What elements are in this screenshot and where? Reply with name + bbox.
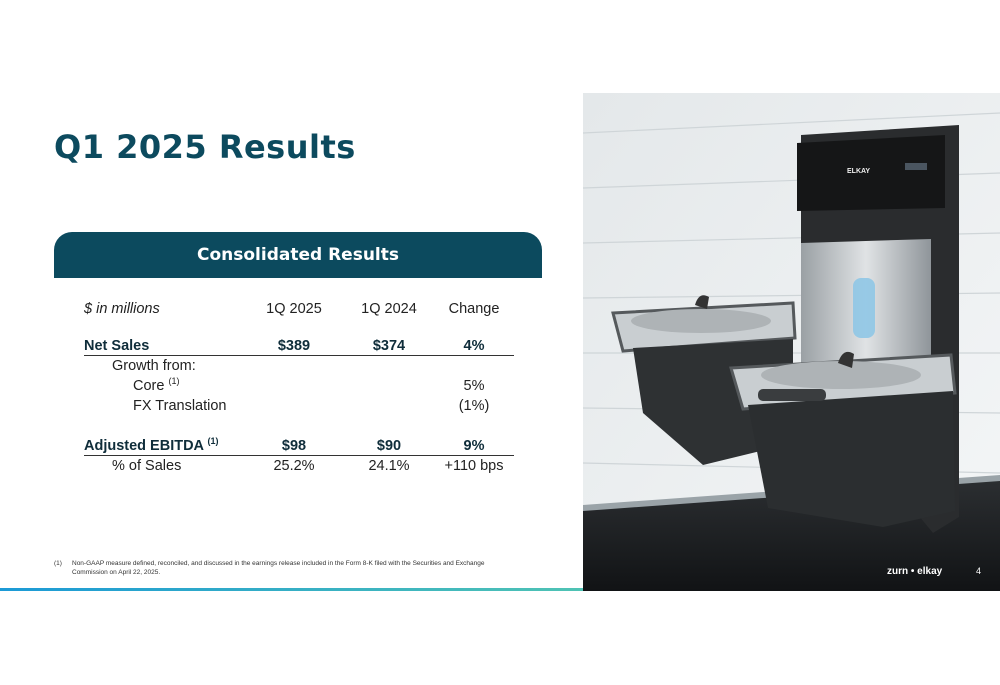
table-row-core (84, 376, 514, 396)
page-number: 4 (976, 566, 982, 576)
column-header-units: $ in millions (84, 301, 160, 317)
row-label: % of Sales (112, 458, 182, 474)
cell-1q2025: 25.2% (273, 458, 315, 474)
cell-1q2025: $389 (277, 338, 311, 354)
accent-bar (0, 588, 583, 591)
cell-change: (1%) (458, 398, 490, 414)
cell-change: 4% (463, 338, 485, 354)
row-label-wrap (84, 436, 219, 456)
table-row-growth-from (84, 356, 514, 376)
column-header-change: Change (448, 301, 500, 317)
cell-change: +110 bps (444, 458, 504, 474)
table-header-row (84, 296, 514, 322)
row-label: Adjusted EBITDA (84, 438, 204, 454)
cell-1q2024: $90 (376, 438, 402, 454)
footnote-ref: (1) (168, 376, 180, 387)
footnote-text: Non-GAAP measure defined, reconciled, and discussed in the earnings release included in the Form 8-K filed with the Securities and Exchange Commission on April 22, 2025. (72, 560, 485, 576)
section-header (54, 232, 542, 278)
footnote-ref: (1) (207, 436, 219, 447)
table-row-adjusted-ebitda (84, 436, 514, 456)
cell-1q2025: $98 (281, 438, 307, 454)
footnote-number: (1) (54, 560, 62, 567)
product-photo (583, 93, 1000, 591)
cell-1q2024: $374 (372, 338, 406, 354)
cell-change: 5% (463, 378, 485, 394)
cell-1q2024: 24.1% (368, 458, 410, 474)
column-header-1q2024: 1Q 2024 (361, 301, 417, 317)
row-label: Core (133, 378, 165, 394)
column-header-1q2025: 1Q 2025 (266, 301, 322, 317)
table-row-net-sales (84, 336, 514, 356)
row-label: Net Sales (84, 338, 150, 354)
footnote (54, 559, 494, 577)
row-label-wrap (84, 376, 179, 396)
table-row-fx-translation (84, 396, 514, 416)
row-label: FX Translation (133, 398, 227, 414)
product-brand-label: ELKAY (847, 168, 871, 175)
section-header-label: Consolidated Results (196, 245, 399, 265)
results-table (84, 296, 514, 476)
zurn-elkay-logo: zurn • elkay (887, 566, 943, 577)
row-label: Growth from: (112, 358, 196, 374)
cell-change: 9% (463, 438, 485, 454)
table-row-percent-of-sales (84, 456, 514, 476)
page-title: Q1 2025 Results (54, 128, 356, 166)
